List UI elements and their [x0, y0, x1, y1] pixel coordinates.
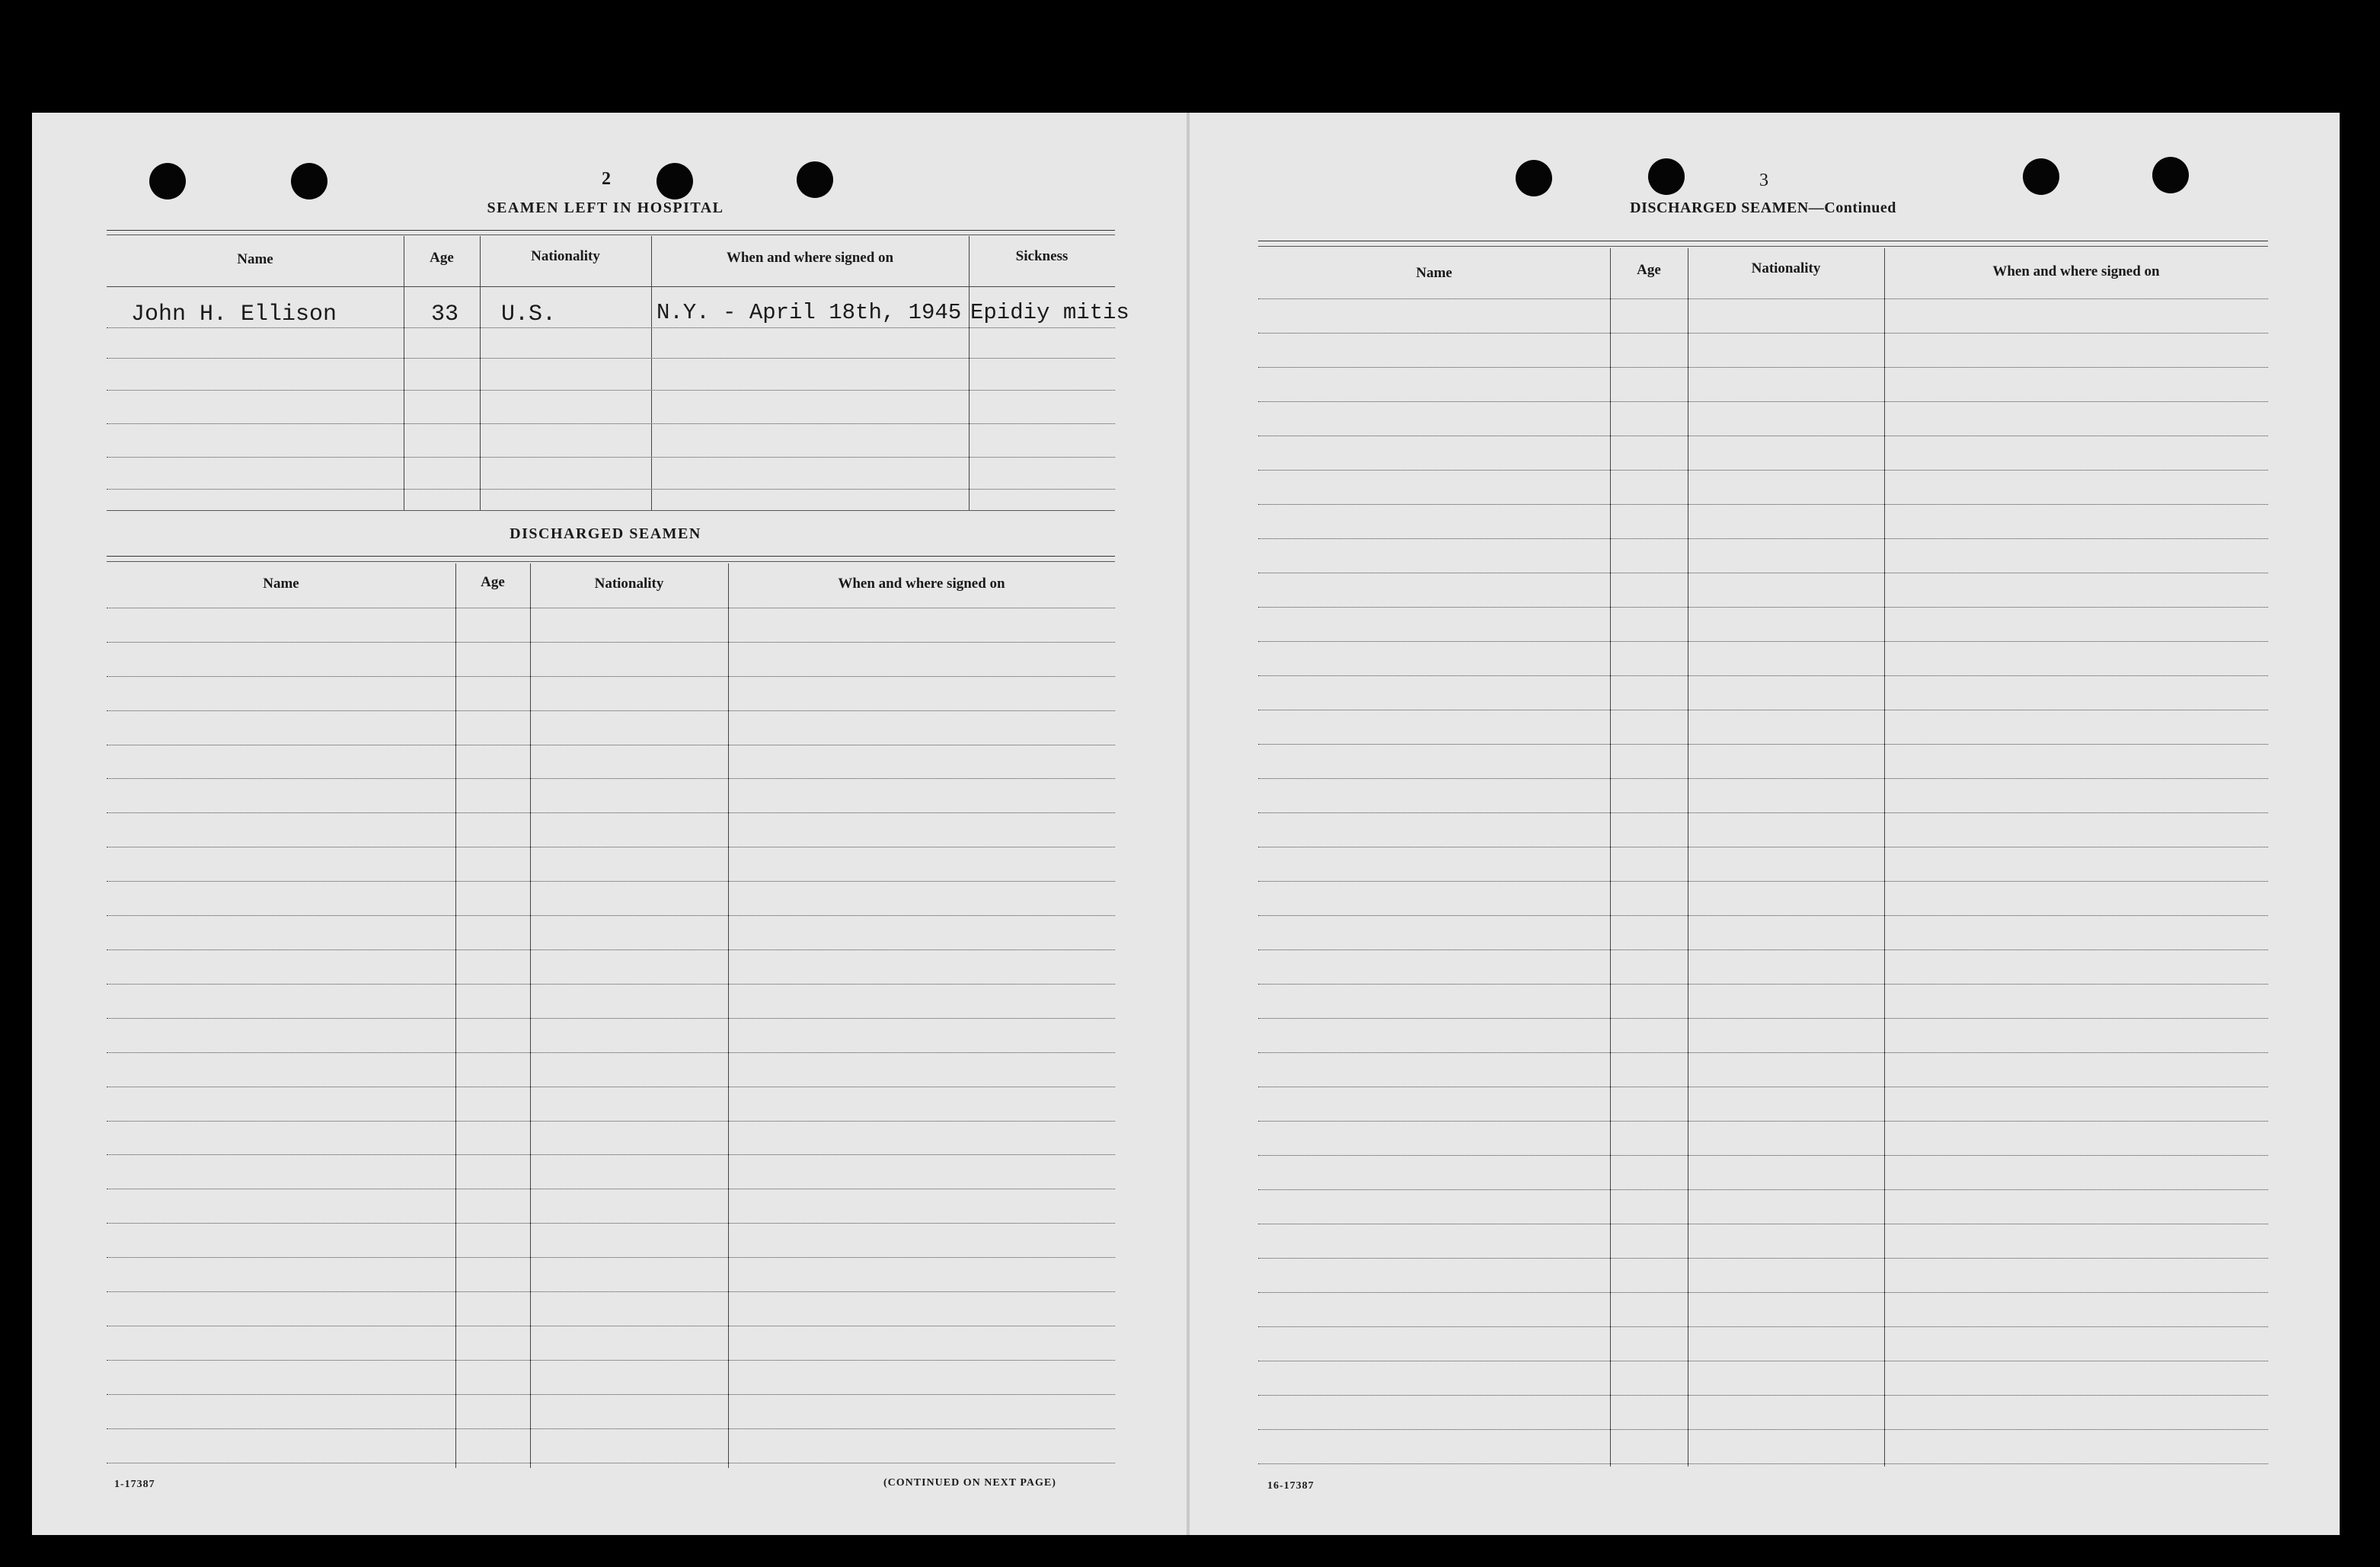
section-title-discharged-continued: DISCHARGED SEAMEN—Continued [1630, 199, 1896, 216]
ruled-line [1258, 949, 2268, 950]
ruled-line [107, 1428, 1115, 1429]
form-number: 1-17387 [114, 1479, 155, 1490]
col-header-nationality: Nationality [1751, 260, 1821, 276]
ruled-line [1258, 1292, 2268, 1293]
binder-hole [2023, 158, 2059, 195]
col-header-age: Age [430, 250, 454, 266]
ruled-line [107, 915, 1115, 916]
ruled-line [107, 710, 1115, 711]
col-header-name: Name [263, 576, 299, 592]
seaman-sickness: Epidiy mitis [970, 300, 1129, 325]
section-title-hospital: SEAMEN LEFT IN HOSPITAL [487, 199, 724, 216]
col-header-sickness: Sickness [1015, 248, 1069, 264]
ruled-line [1258, 1463, 2268, 1464]
col-header-signed-on: When and where signed on [1992, 263, 2160, 279]
ruled-line [107, 1394, 1115, 1395]
ruled-line [1258, 675, 2268, 676]
ruled-line [107, 1223, 1115, 1224]
ruled-line [1258, 1429, 2268, 1430]
ruled-line [107, 778, 1115, 779]
ruled-line [1258, 1121, 2268, 1122]
col-header-age: Age [1637, 262, 1661, 278]
ruled-line [1258, 333, 2268, 334]
section-title-discharged: DISCHARGED SEAMEN [510, 525, 701, 542]
ruled-line [1258, 504, 2268, 505]
ruled-line [1258, 607, 2268, 608]
seaman-nationality: U.S. [501, 302, 557, 327]
binder-hole [1516, 160, 1552, 196]
ruled-line [1258, 915, 2268, 916]
ruled-line [107, 984, 1115, 985]
ruled-line [1258, 778, 2268, 779]
seaman-signed-on: N.Y. - April 18th, 1945 [656, 300, 962, 325]
ruled-line [107, 949, 1115, 950]
binder-hole [2152, 157, 2189, 193]
form-number: 16-17387 [1267, 1480, 1315, 1492]
ruled-line [107, 1052, 1115, 1053]
ruled-line [1258, 1395, 2268, 1396]
ruled-line [1258, 641, 2268, 642]
ruled-line [1258, 984, 2268, 985]
binder-hole [656, 163, 693, 199]
col-header-name: Name [237, 251, 273, 267]
ruled-line [107, 1018, 1115, 1019]
ruled-line [107, 1154, 1115, 1155]
ruled-line [107, 1121, 1115, 1122]
binder-hole [149, 163, 186, 199]
ruled-line [1258, 1018, 2268, 1019]
col-header-name: Name [1416, 265, 1452, 281]
ruled-line [1258, 881, 2268, 882]
page-number: 2 [602, 169, 611, 189]
ruled-line [1258, 538, 2268, 539]
ruled-line [107, 812, 1115, 813]
ruled-line [1258, 1155, 2268, 1156]
binder-hole [1648, 158, 1685, 195]
ruled-line [1258, 1052, 2268, 1053]
ruled-line [107, 881, 1115, 882]
ruled-line [1258, 1326, 2268, 1327]
page-number: 3 [1759, 171, 1768, 190]
ruled-line [1258, 401, 2268, 402]
col-header-nationality: Nationality [531, 248, 600, 264]
col-header-nationality: Nationality [594, 576, 664, 592]
ruled-line [107, 642, 1115, 643]
ruled-line [1258, 470, 2268, 471]
binder-hole [797, 161, 833, 198]
document-sheet [32, 113, 2340, 1535]
ruled-line [107, 1291, 1115, 1292]
ruled-line [1258, 1258, 2268, 1259]
ruled-line [107, 1360, 1115, 1361]
col-header-signed-on: When and where signed on [838, 576, 1005, 592]
col-header-age: Age [481, 574, 505, 590]
ruled-line [107, 676, 1115, 677]
ruled-line [1258, 367, 2268, 368]
ruled-line [1258, 744, 2268, 745]
ruled-line [1258, 812, 2268, 813]
ruled-line [1258, 1189, 2268, 1190]
col-header-signed-on: When and where signed on [726, 250, 894, 266]
ruled-line [1258, 298, 2268, 299]
page-fold [1187, 113, 1190, 1535]
binder-hole [291, 163, 327, 199]
ruled-line [107, 1257, 1115, 1258]
continued-note: (CONTINUED ON NEXT PAGE) [883, 1477, 1056, 1489]
seaman-name: John H. Ellison [131, 302, 337, 327]
seaman-age: 33 [431, 302, 459, 327]
